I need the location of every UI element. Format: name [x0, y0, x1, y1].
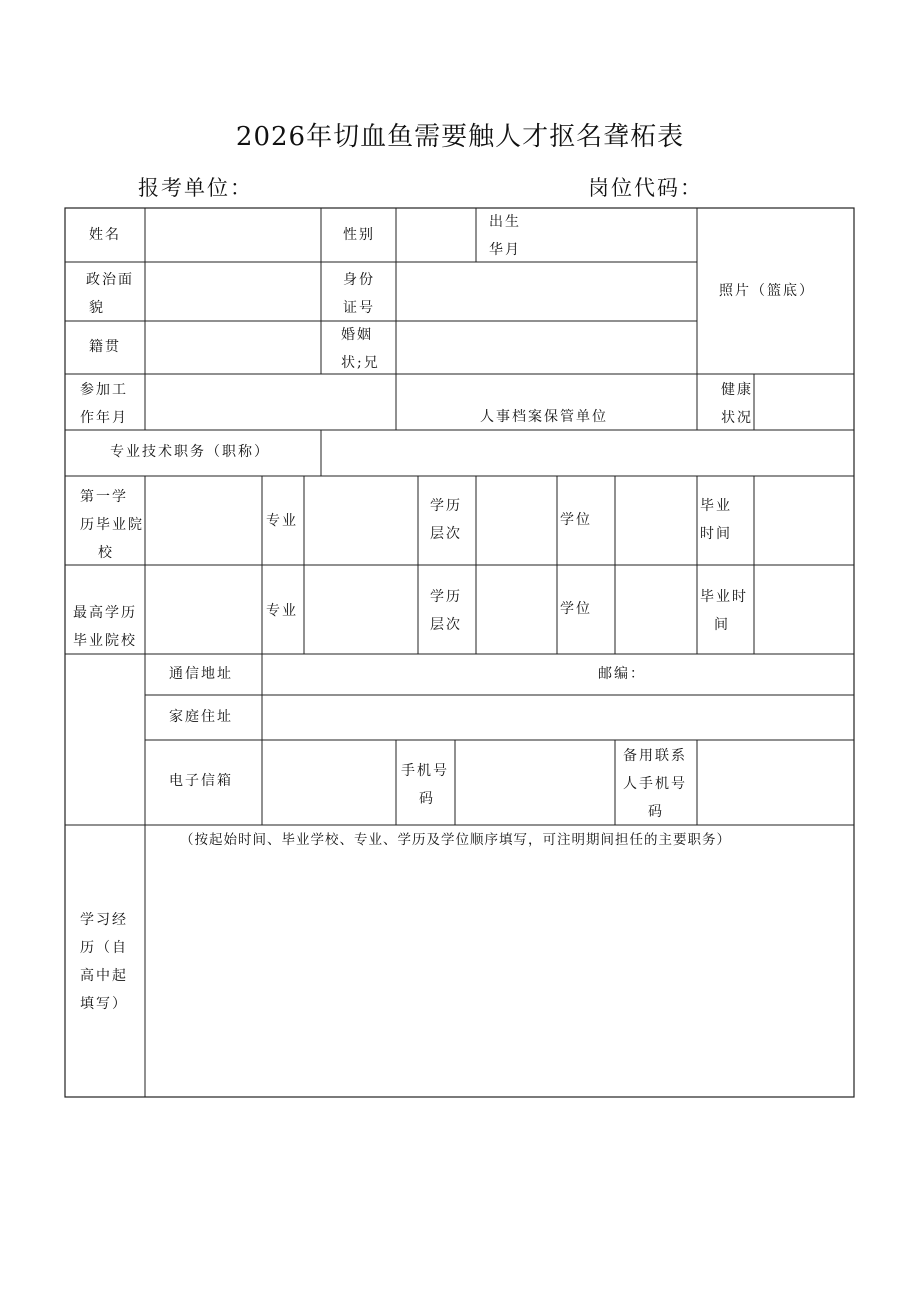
top-level-label-line1: 学历 [430, 589, 462, 605]
top-edu-label-line2: 毕业院校 [73, 633, 137, 649]
top-degree-input[interactable] [616, 566, 696, 653]
mobile-label-line2: 码 [419, 791, 435, 807]
archive-label: 人事档案保管单位 [480, 409, 608, 425]
politics-label-line2: 貌 [89, 300, 105, 316]
first-edu-label-line3: 校 [98, 545, 114, 561]
first-grad-input[interactable] [755, 477, 853, 564]
birth-label-line2: 华月 [489, 242, 521, 258]
photo-box[interactable] [698, 209, 853, 373]
workstart-label-line2: 作年月 [80, 410, 128, 426]
name-label: 姓名 [89, 227, 121, 243]
position-code-label: 岗位代码： [588, 176, 703, 200]
first-grad-label-line1: 毕业 [700, 498, 732, 514]
study-label-line1: 学习经 [80, 912, 128, 928]
workstart-input[interactable] [146, 375, 395, 429]
first-grad-label-line2: 时间 [700, 526, 732, 542]
email-label: 电子信箱 [169, 773, 233, 789]
study-history-input[interactable] [146, 850, 853, 1096]
id-label-line1: 身份 [343, 272, 375, 288]
top-level-input[interactable] [477, 566, 556, 653]
id-input[interactable] [397, 263, 696, 320]
pro-title-input[interactable] [322, 431, 853, 475]
pro-title-label: 专业技术职务（职称） [110, 444, 270, 460]
photo-label: 照片（篮底） [719, 283, 815, 299]
postcode-input[interactable] [660, 655, 853, 694]
top-grad-input[interactable] [755, 566, 853, 653]
first-degree-input[interactable] [616, 477, 696, 564]
first-edu-label-line2: 历毕业院 [80, 517, 144, 533]
mobile-input[interactable] [456, 741, 614, 824]
home-label: 家庭住址 [169, 709, 233, 725]
native-label: 籍贯 [89, 339, 121, 355]
address-input[interactable] [263, 655, 593, 694]
study-label-line3: 高中起 [80, 968, 128, 984]
applying-unit-label: 报考单位： [138, 176, 253, 200]
politics-input[interactable] [146, 263, 320, 320]
first-level-label-line1: 学历 [430, 498, 462, 514]
marital-label-line1: 婚姻 [341, 327, 373, 343]
study-label-line4: 填写） [80, 996, 128, 1012]
top-grad-label-line1: 毕业时 [700, 589, 748, 605]
top-degree-label: 学位 [560, 601, 592, 617]
backup-label-line3: 码 [648, 804, 664, 820]
backup-label-line1: 备用联系 [623, 748, 687, 764]
email-input[interactable] [263, 741, 395, 824]
health-input[interactable] [755, 375, 853, 429]
first-major-input[interactable] [305, 477, 417, 564]
top-edu-label-line1: 最高学历 [73, 605, 137, 621]
postcode-label: 邮编： [598, 666, 646, 682]
id-label-line2: 证号 [343, 300, 375, 316]
first-edu-school-input[interactable] [146, 477, 261, 564]
first-level-label-line2: 层次 [430, 526, 462, 542]
first-edu-label-line1: 第一学 [80, 489, 128, 505]
top-grad-label-line2: 间 [714, 617, 730, 633]
name-input[interactable] [146, 209, 320, 261]
mobile-label-line1: 手机号 [401, 763, 449, 779]
home-input[interactable] [263, 696, 853, 739]
top-edu-school-input[interactable] [146, 566, 261, 653]
top-major-input[interactable] [305, 566, 417, 653]
backup-input[interactable] [698, 741, 853, 824]
first-major-label: 专业 [266, 513, 298, 529]
birth-label-line1: 出生 [489, 214, 521, 230]
health-label-line2: 状况 [721, 410, 753, 426]
form-title: 2026年切血鱼需要触人才抠名聋柘表 [235, 122, 685, 152]
backup-label-line2: 人手机号 [623, 776, 687, 792]
gender-label: 性别 [343, 227, 375, 243]
birth-input[interactable] [477, 209, 696, 261]
health-label-line1: 健康 [721, 382, 753, 398]
marital-input[interactable] [397, 322, 696, 373]
top-major-label: 专业 [266, 603, 298, 619]
marital-label-line2: 状;兄 [341, 355, 380, 371]
study-label-line2: 历（自 [80, 940, 128, 956]
first-degree-label: 学位 [560, 512, 592, 528]
workstart-label-line1: 参加工 [80, 382, 128, 398]
native-input[interactable] [146, 322, 320, 373]
gender-input[interactable] [397, 209, 475, 261]
top-level-label-line2: 层次 [430, 617, 462, 633]
address-label: 通信地址 [169, 666, 233, 682]
study-instruction: （按起始时间、毕业学校、专业、学历及学位顺序填写，可注明期间担任的主要职务） [180, 832, 731, 848]
politics-label-line1: 政治面 [86, 272, 134, 288]
first-level-input[interactable] [477, 477, 556, 564]
